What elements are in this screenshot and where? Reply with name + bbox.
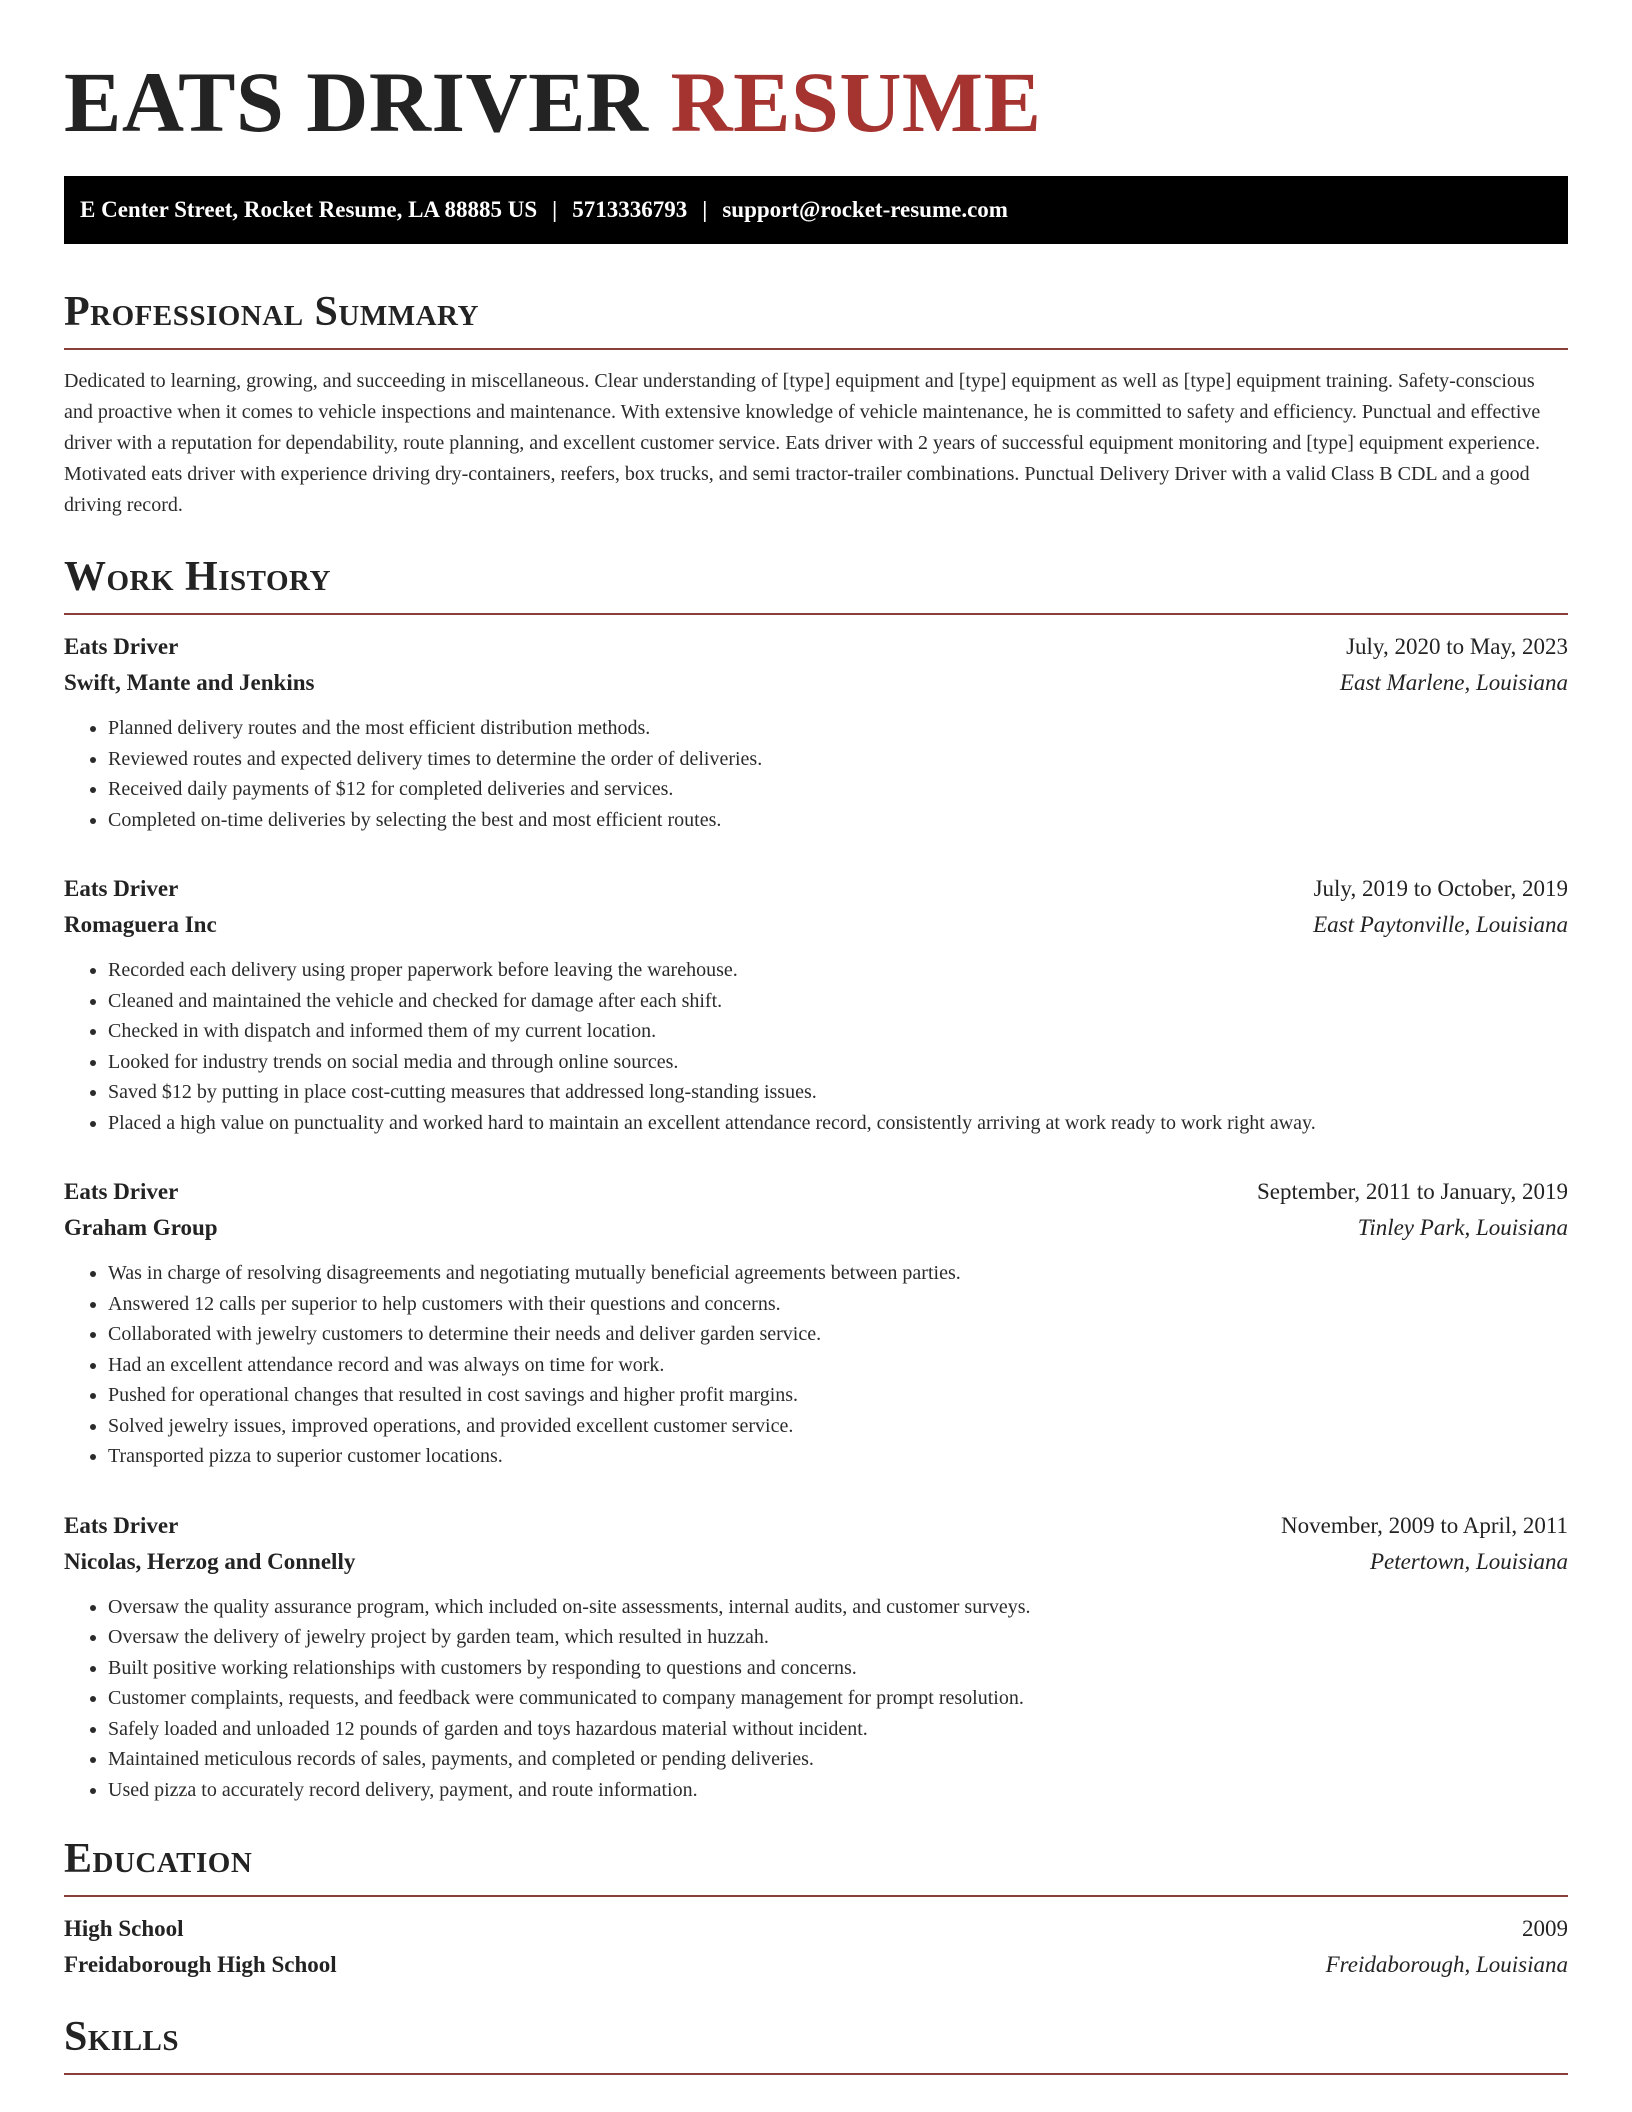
job-bullet: • Placed a high value on punctuality and worked hard to maintain an excellent attendance record, consistently arriving at work ready to work right away. [108,1108,1568,1139]
job-entry [64,629,1568,835]
job-bullet: • Safely loaded and unloaded 12 pounds of garden and toys hazardous material without incident. [108,1714,1568,1745]
job-bullets [64,1258,1568,1472]
section-divider [64,348,1568,350]
skills-section [64,2011,1568,2075]
job-bullet: • Answered 12 calls per superior to help customers with their questions and concerns. [108,1289,1568,1320]
job-bullets [64,1592,1568,1806]
contact-bar [64,176,1568,244]
work-section [64,551,1568,1805]
section-divider [64,1895,1568,1897]
education-location: Freidaborough, Louisiana [1325,1952,1568,1977]
job-bullet: • Used pizza to accurately record delivery, payment, and route information. [108,1775,1568,1806]
job-bullet: • Recorded each delivery using proper paperwork before leaving the warehouse. [108,955,1568,986]
summary-section [64,286,1568,521]
job-dates: September, 2011 to January, 2019 [1256,1179,1568,1204]
work-heading: Work History [64,554,331,600]
education-year: 2009 [1522,1916,1568,1941]
job-entry [64,1508,1568,1806]
job-bullets [64,713,1568,835]
education-entry [64,1911,1568,1983]
job-entry [64,1174,1568,1472]
job-bullet: • Oversaw the delivery of jewelry project by garden team, which resulted in huzzah. [108,1622,1568,1653]
job-bullets [64,955,1568,1138]
job-bullet: • Had an excellent attendance record and was always on time for work. [108,1350,1568,1381]
job-location: Petertown, Louisiana [1369,1548,1568,1574]
education-degree: High School [64,1916,184,1941]
job-bullet: • Built positive working relationships with customers by responding to questions and concerns. [108,1653,1568,1684]
job-bullet: • Pushed for operational changes that resulted in cost savings and higher profit margins. [108,1380,1568,1411]
summary-text: Dedicated to learning, growing, and succeeding in miscellaneous. Clear understanding of [type] equipment and [type] equipment as well as [type] equipment training. Safety-conscious and proactive when it comes to vehicle inspections and maintenance. With extensive knowledge of vehicle maintenance, he is committed to safety and efficiency. Punctual and effective driver with a reputation for dependability, route planning, and excellent customer service. Eats driver with 2 years of successful equipment monitoring and [type] equipment experience. Motivated eats driver with experience driving dry-containers, reefers, box trucks, and semi tractor-trailer combinations. Punctual Delivery Driver with a valid Class B CDL and a good driving record. [64,370,1541,516]
job-dates: July, 2019 to October, 2019 [1313,876,1568,901]
contact-separator: | [702,197,708,222]
job-bullet: • Reviewed routes and expected delivery times to determine the order of deliveries. [108,744,1568,775]
resume-page [64,0,1568,2075]
title-accent: RESUME [670,54,1042,150]
resume-title [64,52,1568,152]
job-location: East Marlene, Louisiana [1339,670,1568,695]
job-bullet: • Saved $12 by putting in place cost-cutting measures that addressed long-standing issues. [108,1077,1568,1108]
job-bullet: • Oversaw the quality assurance program, which included on-site assessments, internal audits, and customer surveys. [108,1592,1568,1623]
job-bullet: • Transported pizza to superior customer locations. [108,1441,1568,1472]
education-heading: Education [64,1836,253,1882]
job-bullet: • Collaborated with jewelry customers to determine their needs and deliver garden service. [108,1319,1568,1350]
job-bullet: • Looked for industry trends on social media and through online sources. [108,1047,1568,1078]
job-location: East Paytonville, Louisiana [1313,912,1568,937]
job-title: Eats Driver [64,1179,179,1204]
job-entry [64,871,1568,1138]
job-bullet: • Planned delivery routes and the most efficient distribution methods. [108,713,1568,744]
job-dates: November, 2009 to April, 2011 [1281,1512,1568,1538]
job-title: Eats Driver [64,1512,179,1538]
skills-heading: Skills [64,2014,180,2060]
job-bullet: • Customer complaints, requests, and feedback were communicated to company management for prompt resolution. [108,1683,1568,1714]
job-bullet: • Was in charge of resolving disagreements and negotiating mutually beneficial agreements between parties. [108,1258,1568,1289]
education-section [64,1833,1568,1983]
contact-email: support@rocket-resume.com [722,197,1008,222]
contact-phone: 5713336793 [572,197,688,222]
job-company: Nicolas, Herzog and Connelly [64,1548,356,1574]
job-title: Eats Driver [64,876,179,901]
job-company: Swift, Mante and Jenkins [64,670,315,695]
job-company: Graham Group [64,1215,218,1240]
job-bullet: • Solved jewelry issues, improved operations, and provided excellent customer service. [108,1411,1568,1442]
section-divider [64,2073,1568,2075]
section-divider [64,613,1568,615]
job-company: Romaguera Inc [64,912,217,937]
contact-address: E Center Street, Rocket Resume, LA 88885 US [80,197,538,222]
job-dates: July, 2020 to May, 2023 [1346,634,1568,659]
job-bullet: • Completed on-time deliveries by selecting the best and most efficient routes. [108,805,1568,836]
job-title: Eats Driver [64,634,179,659]
job-bullet: • Cleaned and maintained the vehicle and checked for damage after each shift. [108,986,1568,1017]
job-bullet: • Received daily payments of $12 for completed deliveries and services. [108,774,1568,805]
education-school: Freidaborough High School [64,1952,337,1977]
summary-heading: Professional Summary [64,289,479,335]
job-bullet: • Maintained meticulous records of sales, payments, and completed or pending deliveries. [108,1744,1568,1775]
contact-separator: | [552,197,558,222]
job-bullet: • Checked in with dispatch and informed them of my current location. [108,1016,1568,1047]
title-main: EATS DRIVER [64,54,649,150]
job-location: Tinley Park, Louisiana [1357,1215,1568,1240]
